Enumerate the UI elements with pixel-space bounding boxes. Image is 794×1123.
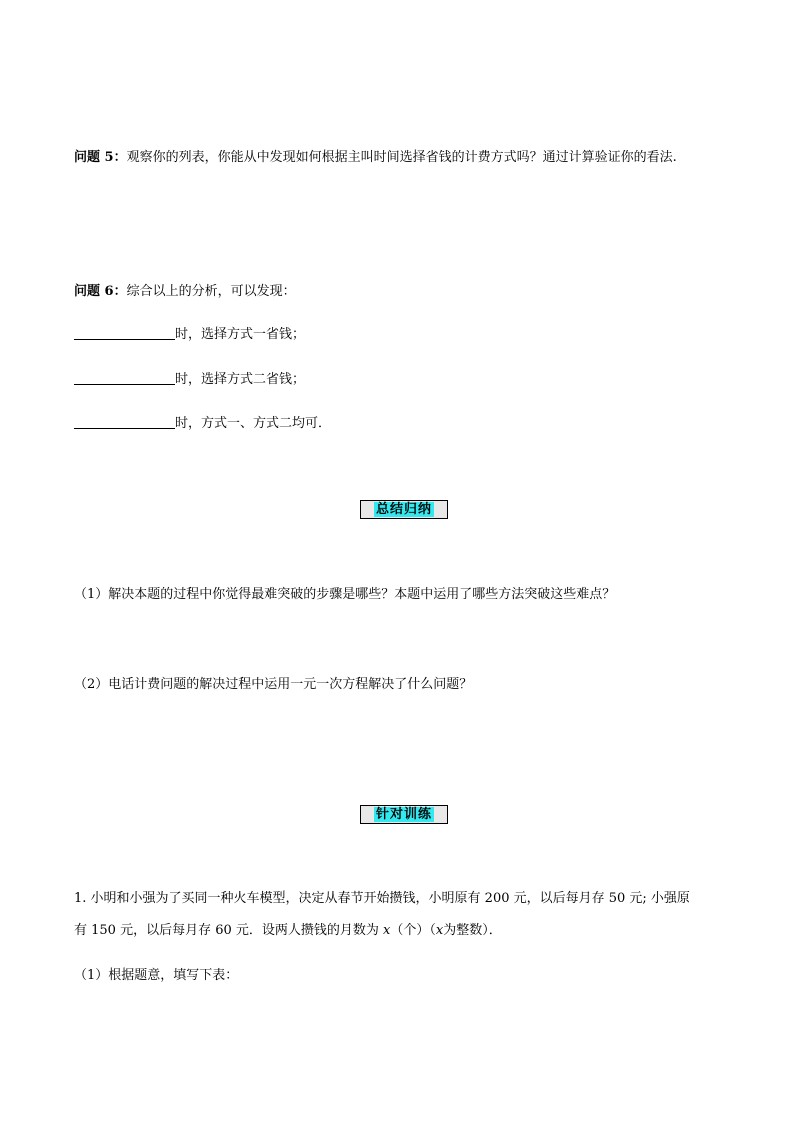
summary-item-2: （2）电话计费问题的解决过程中运用一元一次方程解决了什么问题？ [74, 677, 473, 692]
answer-blank-2[interactable] [74, 370, 175, 385]
question-6 [74, 282, 296, 302]
fill-line-1-text: 时，选择方式一省钱； [175, 327, 306, 342]
fill-line-2-text: 时，选择方式二省钱； [175, 372, 306, 387]
fill-line-2 [74, 370, 305, 390]
answer-blank-3[interactable] [74, 414, 175, 429]
problem-1-line-2-a: 有 150 元，以后每月存 60 元．设两人攒钱的月数为 [74, 923, 384, 938]
summary-banner [360, 500, 448, 519]
question-6-label: 问题 6： [74, 284, 127, 299]
fill-line-3-text: 时，方式一、方式二均可． [175, 416, 332, 431]
practice-banner [360, 805, 448, 824]
problem-1-line-2-b: （个）（ [390, 923, 436, 938]
question-6-text: 综合以上的分析，可以发现： [126, 284, 296, 299]
question-5-text: 观察你的列表，你能从中发现如何根据主叫时间选择省钱的计费方式吗？通过计算验证你的看法. [126, 150, 677, 165]
question-5 [74, 148, 677, 168]
practice-banner-label: 针对训练 [375, 807, 432, 822]
answer-blank-1[interactable] [74, 325, 175, 340]
summary-item-1: （1）解决本题的过程中你觉得最难突破的步骤是哪些？本题中运用了哪些方法突破这些难点？ [74, 587, 616, 602]
problem-1-line-2-c: 为整数）． [443, 923, 502, 938]
question-5-label: 问题 5： [74, 150, 127, 165]
variable-x-2: x [435, 923, 444, 938]
problem-1-line-2 [74, 921, 502, 941]
summary-banner-label: 总结归纳 [375, 502, 432, 517]
sub-question-1: （1）根据题意，填写下表： [74, 968, 239, 983]
fill-line-1 [74, 325, 305, 345]
problem-1-line-1: 1. 小明和小强为了买同一种火车模型，决定从春节开始攒钱，小明原有 200 元，以后每月存 50 元; 小强原 [74, 891, 690, 906]
fill-line-3 [74, 414, 331, 434]
variable-x: x [383, 923, 391, 938]
